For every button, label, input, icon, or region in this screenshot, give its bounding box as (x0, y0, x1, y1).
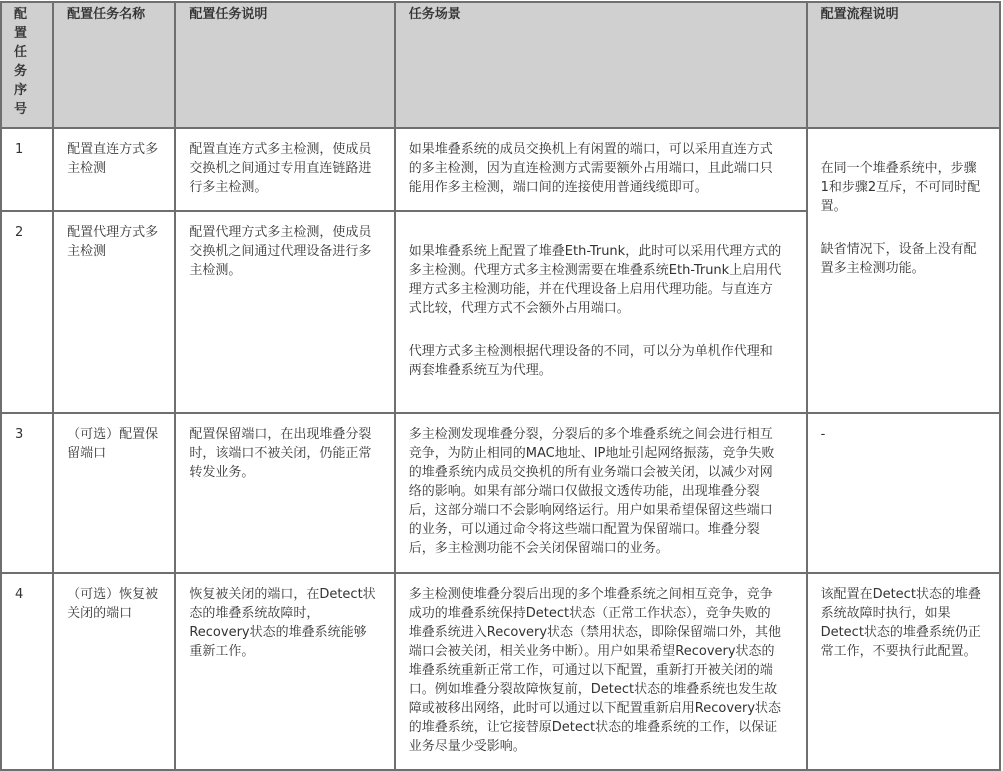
paragraph: 该配置在Detect状态的堆叠 系统故障时执行，如果 Detect状态的堆叠系统仍正 常工作，不要执行此配置。 (820, 587, 981, 659)
cell-task-desc: 配置代理方式多主检测，使成员 交换机之间通过代理设备进行多 主检测。 (175, 211, 394, 413)
paragraph: 如果堆叠系统上配置了堆叠Eth-Trunk，此时可以采用代理方式的 多主检测。代理方式多主检测需要在堆叠系统Eth-Trunk上启用代 理方式多主检测功能，并在代理设备上启用代理功能。与直连方 式比较，代理方式不会额外占用端口。 (408, 244, 782, 316)
cell-scenario (395, 413, 807, 573)
paragraph: 多主检测使堆叠分裂后出现的多个堆叠系统之间相互竞争，竞争 成功的堆叠系统保持Detect状态（正常工作状态），竞争失败的 堆叠系统进入Recovery状态（禁用状态，即除保留端口外，其他 端口会被关闭，相关业务中断）。用户如果希望Recovery状态的 堆叠系统重新正常工作，可通过以下配置，重新打开被关闭的端 口。例如堆叠分裂故障恢复前，Detect状态的堆叠系统也发生故 障或被移出网络，此时可以通过以下配置重新启用Recovery状态 的堆叠系统，让它接替原Detect状态的堆叠系统的工作，以保证 业务尽量少受影响。 (408, 587, 782, 754)
cell-task-desc: 恢复被关闭的端口，在Detect状 态的堆叠系统故障时， Recovery状态的堆叠系统能够 重新工作。 (175, 573, 394, 770)
cell-task-desc: 配置保留端口，在出现堆叠分裂 时，该端口不被关闭，仍能正常 转发业务。 (175, 413, 394, 573)
cell-scenario (395, 211, 807, 413)
paragraph: 代理方式多主检测根据代理设备的不同，可以分为单机作代理和 两套堆叠系统互为代理。 (408, 344, 773, 378)
table-row (1, 573, 1000, 770)
header-task-name: 配置任务名称 (53, 2, 175, 128)
paragraph: - (820, 427, 826, 442)
cell-scenario (395, 128, 807, 211)
header-flow: 配置流程说明 (807, 2, 1000, 128)
paragraph: 在同一个堆叠系统中，步骤 1和步骤2互斥，不可同时配 置。 (820, 161, 981, 214)
cell-seq: 3 (1, 413, 53, 573)
header-seq: 配 置 任 务 序 号 (1, 2, 53, 128)
cell-task-name: （可选）配置保 留端口 (53, 413, 175, 573)
cell-task-name: 配置直连方式多 主检测 (53, 128, 175, 211)
paragraph: 缺省情况下，设备上没有配 置多主检测功能。 (820, 242, 977, 276)
cell-flow (807, 128, 1000, 413)
cell-task-desc: 配置直连方式多主检测，使成员 交换机之间通过专用直连链路进 行多主检测。 (175, 128, 394, 211)
cell-flow (807, 573, 1000, 770)
cell-scenario (395, 573, 807, 770)
config-task-table (0, 1, 1001, 771)
cell-task-name: （可选）恢复被 关闭的端口 (53, 573, 175, 770)
paragraph: 如果堆叠系统的成员交换机上有闲置的端口，可以采用直连方式 的多主检测，因为直连检测方式需要额外占用端口，且此端口只 能用作多主检测，端口间的连接使用普通线缆即可。 (408, 142, 773, 195)
cell-seq: 2 (1, 211, 53, 413)
cell-flow (807, 413, 1000, 573)
table-header-row (1, 2, 1000, 128)
cell-seq: 4 (1, 573, 53, 770)
table-row (1, 413, 1000, 573)
paragraph: 多主检测发现堆叠分裂，分裂后的多个堆叠系统之间会进行相互 竞争，为防止相同的MAC地址、IP地址引起网络振荡，竞争失败 的堆叠系统内成员交换机的所有业务端口会被关闭，以减少对网 络的影响。如果有部分端口仅做报文透传功能，出现堆叠分裂 后，这部分端口不会影响网络运行。用户如果希望保留这些端口 的业务，可以通过命令将这些端口配置为保留端口。堆叠分裂 后，多主检测功能不会关闭保留端口的业务。 (408, 427, 775, 556)
header-scenario: 任务场景 (395, 2, 807, 128)
cell-task-name: 配置代理方式多 主检测 (53, 211, 175, 413)
header-task-desc: 配置任务说明 (175, 2, 394, 128)
cell-seq: 1 (1, 128, 53, 211)
table-row (1, 128, 1000, 211)
